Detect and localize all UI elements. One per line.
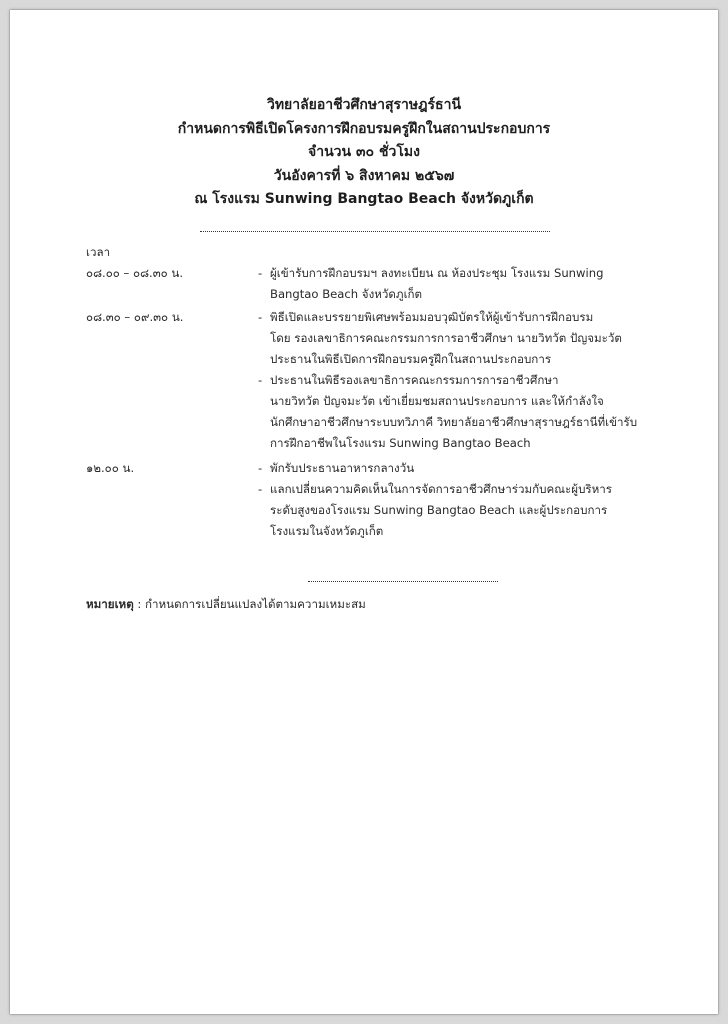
document-page (10, 10, 718, 1014)
schedule-item-text: ประธานในพิธีรองเลขาธิการคณะกรรมการการอาชีวศึกษา นายวิทวัต ปัญจมะวัต เข้าเยี่ยมชมสถานประกอบการ และให้กำลังใจ นักศึกษาอาชีวศึกษาระบบทวิภาคี วิทยาลัยอาชีวศึกษาสุราษฎร์ธานีที่เข้ารับ การฝึกอาชีพในโรงแรม Sunwing Bangtao Beach (270, 373, 638, 450)
header-line: จำนวน ๓๐ ชั่วโมง (308, 144, 420, 160)
header-line: ณ โรงแรม Sunwing Bangtao Beach จังหวัดภูเก็ต (194, 191, 534, 207)
time-column-label: เวลา (86, 245, 111, 259)
header-line: วิทยาลัยอาชีวศึกษาสุราษฎร์ธานี (266, 97, 462, 113)
remark (86, 594, 366, 615)
bullet-dash: - (258, 482, 263, 496)
document-header (10, 94, 718, 212)
slot-items (258, 263, 646, 305)
schedule-item (258, 458, 646, 479)
schedule-item-text: พักรับประธานอาหารกลางวัน (270, 461, 415, 475)
bullet-dash: - (258, 310, 263, 324)
header-line: กำหนดการพิธีเปิดโครงการฝึกอบรมครูฝึกในสถานประกอบการ (177, 120, 551, 137)
slot-items (258, 307, 646, 454)
remark-text: : กำหนดการเปลี่ยนแปลงได้ตามความเหมะสม (133, 597, 366, 611)
slot-time: ๑๒.๐๐ น. (86, 461, 135, 475)
bullet-dash: - (258, 266, 263, 280)
slot-items (258, 458, 646, 542)
slot-time: ๐๘.๐๐ – ๐๘.๓๐ น. (86, 266, 184, 280)
schedule-item-text: ผู้เข้ารับการฝึกอบรมฯ ลงทะเบียน ณ ห้องประชุม โรงแรม Sunwing Bangtao Beach จังหวัดภูเก็ต (270, 266, 604, 301)
schedule-item (258, 370, 646, 454)
remark-label: หมายเหตุ (86, 597, 134, 611)
bullet-dash: - (258, 461, 263, 475)
header-dotted-divider (200, 231, 550, 232)
schedule-item (258, 479, 646, 542)
schedule-item-text: แลกเปลี่ยนความคิดเห็นในการจัดการอาชีวศึกษาร่วมกับคณะผู้บริหาร ระดับสูงของโรงแรม Sunwing Bangtao Beach และผู้ประกอบการ โรงแรมในจังหวัดภูเก็ต (270, 482, 613, 538)
schedule-item-text: พิธีเปิดและบรรยายพิเศษพร้อมมอบวุฒิบัตรให้ผู้เข้ารับการฝึกอบรม โดย รองเลขาธิการคณะกรรมการการอาชีวศึกษา นายวิทวัต ปัญจมะวัต ประธานในพิธีเปิดการฝึกอบรมครูฝึกในสถานประกอบการ (270, 310, 622, 366)
footer-dotted-divider (308, 581, 498, 582)
header-line: วันอังคารที่ ๖ สิงหาคม ๒๕๖๗ (273, 167, 455, 184)
schedule-item (258, 263, 646, 305)
slot-time: ๐๘.๓๐ – ๐๙.๓๐ น. (86, 310, 184, 324)
bullet-dash: - (258, 373, 263, 387)
schedule-item (258, 307, 646, 370)
